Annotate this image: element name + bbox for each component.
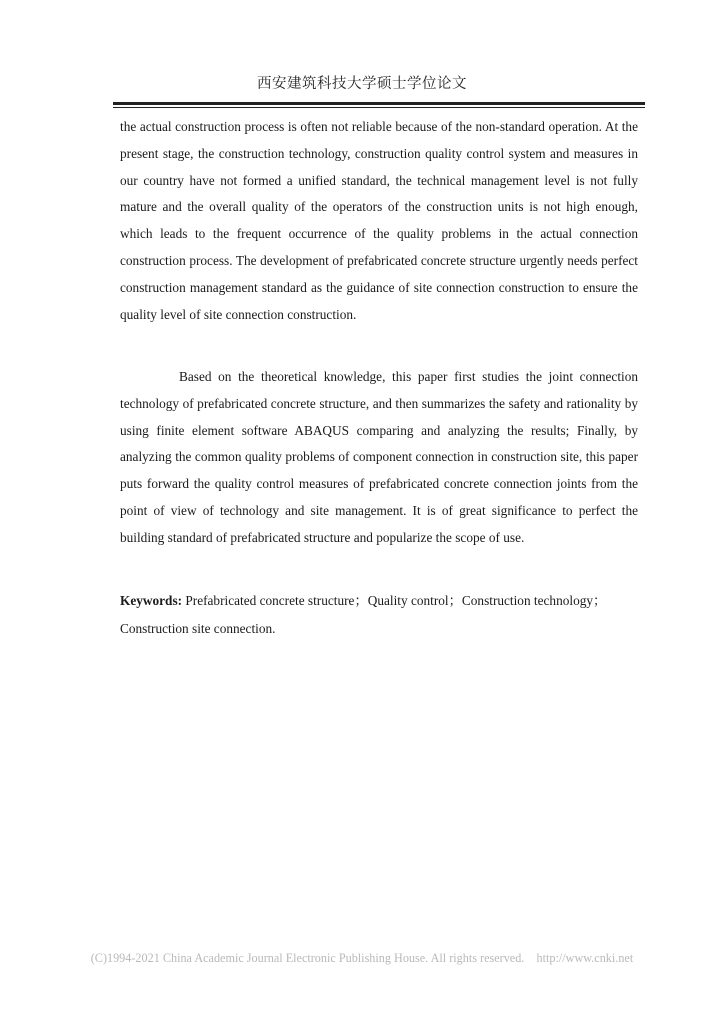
running-header-title: 西安建筑科技大学硕士学位论文	[257, 76, 467, 92]
copyright-watermark: (C)1994-2021 China Academic Journal Electronic Publishing House. All rights reserved. http://www.cnki.net	[90, 951, 634, 965]
keywords-line	[120, 587, 640, 643]
keywords-label: Keywords:	[120, 593, 183, 608]
header-rule-thick	[113, 102, 645, 105]
header-rule-thin	[113, 107, 645, 108]
abstract-paragraph-1: the actual construction process is often not reliable because of the non-standard operation. At the present stage, the construction technology, construction quality control system and measures in our country have not formed a unified standard, the technical management level is not fully mature and the overall quality of the operators of the construction units is not high enough, which leads to the frequent occurrence of the quality problems in the actual connection construction process. The development of prefabricated concrete structure urgently needs perfect construction management standard as the guidance of site connection construction to ensure the quality level of site connection construction.	[120, 119, 638, 322]
abstract-paragraph-2: Based on the theoretical knowledge, this paper first studies the joint connection technology of prefabricated concrete structure, and then summarizes the safety and rationality by using finite element software ABAQUS comparing and analyzing the results; Finally, by analyzing the common quality problems of component connection in construction site, this paper puts forward the quality control measures of prefabricated concrete connection joints from the point of view of technology and site management. It is of great significance to perfect the building standard of prefabricated structure and popularize the scope of use.	[120, 369, 638, 545]
keywords-text: Prefabricated concrete structure；Quality control；Construction technology；Construction site connection.	[120, 593, 607, 636]
